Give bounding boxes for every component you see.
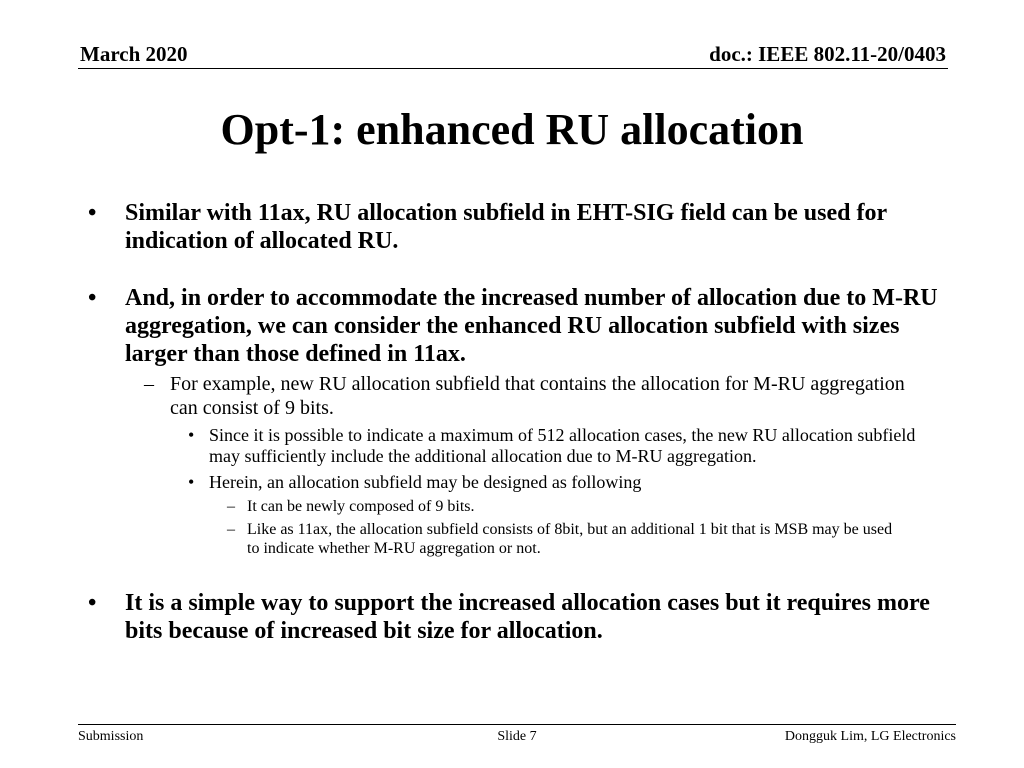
level4-bullet-1-text: It can be newly composed of 9 bits. <box>247 498 475 515</box>
bullet-1-text: Similar with 11ax, RU allocation subfield in EHT-SIG field can be used for indication of allocated RU. <box>125 200 887 254</box>
bullet-1-marker: • <box>88 200 97 226</box>
bullet-1 <box>88 199 943 255</box>
level4-bullet-2-text: Like as 11ax, the allocation subfield consists of 8bit, but an additional 1 bit that is MSB may be used to indicate whether M-RU aggregation or not. <box>247 521 893 557</box>
bullet-2-marker: • <box>88 285 97 311</box>
sub-sub-bullet-2-1-2-marker: • <box>188 472 195 492</box>
header-divider <box>78 68 948 69</box>
sub-sub-bullet-2-1-2 <box>88 472 929 493</box>
slide-content <box>88 199 948 645</box>
bullet-2 <box>88 284 943 368</box>
bullet-3-marker: • <box>88 590 97 616</box>
level4-bullet-1 <box>88 497 907 516</box>
bullet-3-text: It is a simple way to support the increased allocation cases but it requires more bits because of increased bit size for allocation. <box>125 590 930 644</box>
header-date: March 2020 <box>80 42 188 66</box>
sub-sub-bullet-2-1-1 <box>88 425 929 467</box>
header-doc-id: doc.: IEEE 802.11-20/0403 <box>709 42 946 66</box>
sub-sub-bullet-2-1-1-marker: • <box>188 425 195 445</box>
slide-title: Opt-1: enhanced RU allocation <box>220 105 804 154</box>
sub-bullet-2-1 <box>88 372 910 420</box>
footer-slide-number: Slide 7 <box>497 729 537 744</box>
footer-author: Dongguk Lim, LG Electronics <box>784 729 956 744</box>
sub-bullet-2-1-marker: – <box>144 373 154 395</box>
sub-sub-bullet-2-1-1-text: Since it is possible to indicate a maximum of 512 allocation cases, the new RU allocation subfield may sufficiently include the additional allocation due to M-RU aggregation. <box>209 425 916 466</box>
sub-bullet-2-1-text: For example, new RU allocation subfield that contains the allocation for M-RU aggregation can consist of 9 bits. <box>170 373 905 419</box>
level4-bullet-2-marker: – <box>227 521 235 538</box>
level4-bullet-2 <box>88 520 907 558</box>
level4-bullet-1-marker: – <box>227 498 235 515</box>
footer-submission: Submission <box>78 729 144 744</box>
footer-divider <box>78 724 956 725</box>
bullet-2-text: And, in order to accommodate the increased number of allocation due to M-RU aggregation, we can consider the enhanced RU allocation subfield with sizes larger than those defined in 11ax. <box>125 285 938 367</box>
sub-sub-bullet-2-1-2-text: Herein, an allocation subfield may be designed as following <box>209 472 642 492</box>
bullet-3 <box>88 589 943 645</box>
